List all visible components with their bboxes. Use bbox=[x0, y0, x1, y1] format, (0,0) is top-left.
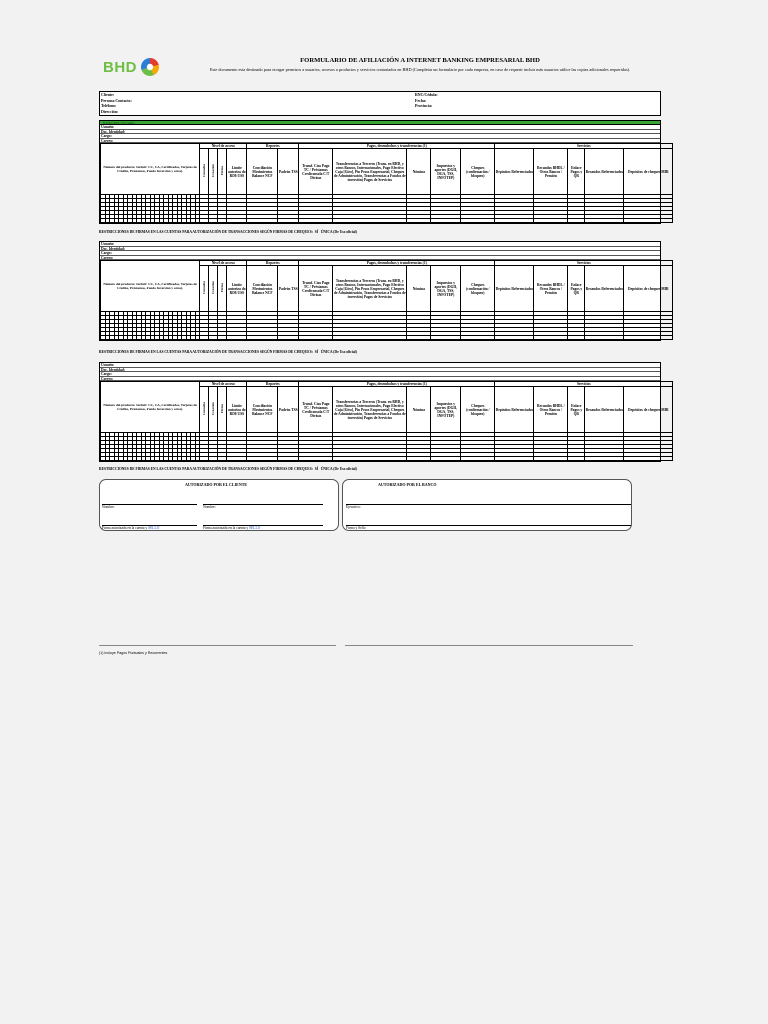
col-firma: Firma bbox=[220, 166, 225, 176]
footer-divider-right bbox=[345, 645, 633, 646]
col-recaudos-bhd: Recaudos BHDL / Otros Bancos / Pensión bbox=[534, 266, 568, 312]
reports-header: Reportes bbox=[247, 382, 299, 387]
user-field[interactable]: Usuario: bbox=[100, 242, 660, 247]
grid-cell[interactable] bbox=[200, 219, 209, 223]
grid-cell[interactable] bbox=[495, 457, 534, 461]
document-title: FORMULARIO DE AFILIACIÓN A INTERNET BANKING EMPRESARIAL BHD bbox=[300, 57, 540, 64]
restriction-option-unica[interactable]: ÚNICA (De Uso oficial) bbox=[320, 230, 357, 234]
services-header: Servicios bbox=[495, 382, 673, 387]
grid-row bbox=[101, 457, 673, 461]
grid-cell[interactable] bbox=[299, 336, 333, 340]
reports-header: Reportes bbox=[247, 144, 299, 149]
bhd-logo bbox=[103, 57, 160, 77]
date-label[interactable]: Fecha: bbox=[415, 98, 427, 103]
col-conciliacion: Conciliación Movimientos Balance NCF bbox=[247, 149, 278, 195]
bhd-logo-icon bbox=[140, 57, 160, 77]
grid-cell[interactable] bbox=[218, 457, 227, 461]
grid-cell[interactable] bbox=[534, 457, 568, 461]
col-transf: Transf. Ctas Pago TC / Préstamos Crediconsola C/T Divisas bbox=[299, 149, 333, 195]
id-document-field[interactable]: Doc. Identidad: bbox=[100, 368, 660, 373]
rnc-label[interactable]: RNC/Cédula: bbox=[415, 93, 438, 97]
logo-text: BHD bbox=[103, 58, 137, 76]
grid-cell[interactable] bbox=[333, 219, 407, 223]
grid-cell[interactable] bbox=[227, 219, 247, 223]
grid-cell[interactable] bbox=[585, 336, 624, 340]
grid-cell[interactable] bbox=[278, 219, 299, 223]
client-name-line-2 bbox=[203, 504, 323, 505]
col-consulta: Consulta bbox=[202, 281, 207, 295]
restriction-text: RESTRICCIONES DE FIRMAS EN LAS CUENTAS PARA AUTORIZACIÓN DE TRANSACCIONES SEGÚN FIRMAS DE CHEQUES: bbox=[99, 467, 313, 471]
grid-cell[interactable] bbox=[278, 336, 299, 340]
footnote: (1) Incluye Pagos Puntuales y Recurrentes bbox=[99, 651, 168, 655]
email-field[interactable]: Correo: bbox=[100, 139, 660, 144]
client-authorization-box bbox=[99, 479, 339, 531]
col-cheques: Cheques (confirmación / bloqueo) bbox=[461, 387, 495, 433]
grid-cell[interactable] bbox=[407, 219, 431, 223]
restriction-option-si[interactable]: SÍ bbox=[314, 350, 319, 354]
bank-authorization-title: AUTORIZADO POR EL BANCO bbox=[378, 482, 437, 487]
grid-cell[interactable] bbox=[227, 336, 247, 340]
grid-cell[interactable] bbox=[333, 336, 407, 340]
col-cheques: Cheques (confirmación / bloqueo) bbox=[461, 266, 495, 312]
col-recaudos-bhd: Recaudos BHDL / Otros Bancos / Pensión bbox=[534, 387, 568, 433]
col-recaudos-ref: Recaudos Referenciados bbox=[585, 387, 624, 433]
grid-cell[interactable] bbox=[461, 457, 495, 461]
col-enlace: Enlace Pagos y QR bbox=[568, 149, 585, 195]
access-level-header: Nivel de acceso bbox=[200, 382, 247, 387]
product-number-header: Número del producto: Incluir: CC, CA, Certificados, Tarjetas de Crédito, Préstamos, Fondo Inversión y otros). bbox=[101, 382, 200, 433]
col-padron: Padrón TSS bbox=[278, 149, 299, 195]
phone-label[interactable]: Teléfono: bbox=[101, 104, 117, 108]
grid-cell[interactable] bbox=[209, 336, 218, 340]
grid-cell[interactable] bbox=[218, 336, 227, 340]
payments-header: Pagos, desembolsos y transferencias (1) bbox=[299, 261, 495, 266]
restriction-text: RESTRICCIONES DE FIRMAS EN LAS CUENTAS PARA AUTORIZACIÓN DE TRANSACCIONES SEGÚN FIRMAS DE CHEQUES: bbox=[99, 350, 313, 354]
grid-cell[interactable] bbox=[624, 219, 673, 223]
grid-cell[interactable] bbox=[585, 457, 624, 461]
col-conciliacion: Conciliación Movimientos Balance NCF bbox=[247, 266, 278, 312]
client-signature-label-1[interactable]: Firma autorizada en la cuenta y SELLO bbox=[102, 526, 160, 530]
services-header: Servicios bbox=[495, 261, 673, 266]
grid-cell[interactable] bbox=[624, 457, 673, 461]
user-block-3 bbox=[99, 362, 669, 462]
grid-cell[interactable] bbox=[299, 219, 333, 223]
col-impuestos: Impuestos y aportes (DGII, DGA, TSS, INFOTEP) bbox=[431, 266, 461, 312]
col-depositos: Depósitos Referenciados bbox=[495, 387, 534, 433]
email-field[interactable]: Correo: bbox=[100, 256, 660, 261]
restriction-option-si[interactable]: SÍ bbox=[314, 230, 319, 234]
user-field[interactable]: Usuario: bbox=[100, 363, 660, 368]
grid-row bbox=[101, 219, 673, 223]
grid-cell[interactable] bbox=[247, 219, 278, 223]
col-nomina: Nómina bbox=[407, 387, 431, 433]
grid-cell[interactable] bbox=[534, 219, 568, 223]
col-recaudos-ref: Recaudos Referenciados bbox=[585, 266, 624, 312]
col-depositos-cheques: Depósitos de cheques MIR bbox=[624, 149, 673, 195]
grid-cell[interactable] bbox=[568, 457, 585, 461]
grid-cell[interactable] bbox=[218, 219, 227, 223]
grid-cell[interactable] bbox=[495, 219, 534, 223]
grid-cell[interactable] bbox=[534, 336, 568, 340]
restriction-option-unica[interactable]: ÚNICA (De Uso oficial) bbox=[320, 350, 357, 354]
client-info-box bbox=[99, 91, 661, 116]
grid-cell[interactable] bbox=[461, 336, 495, 340]
payments-header: Pagos, desembolsos y transferencias (1) bbox=[299, 144, 495, 149]
col-padron: Padrón TSS bbox=[278, 266, 299, 312]
grid-cell[interactable] bbox=[200, 336, 209, 340]
col-creacion: Creación bbox=[211, 402, 216, 416]
col-limite: Límite autoriza do RD$ US$ bbox=[227, 387, 247, 433]
product-number-header: Número del producto: Incluir: CC, CA, Certificados, Tarjetas de Crédito, Préstamos, Fondo Inversión y otros). bbox=[101, 261, 200, 312]
client-label[interactable]: Cliente: bbox=[101, 93, 115, 97]
client-name-line-1 bbox=[102, 504, 197, 505]
access-level-header: Nivel de acceso bbox=[200, 261, 247, 266]
col-limite: Límite autoriza do RD$ US$ bbox=[227, 266, 247, 312]
bank-signature-line bbox=[346, 525, 631, 526]
grid-cell[interactable] bbox=[299, 457, 333, 461]
col-nomina: Nómina bbox=[407, 149, 431, 195]
signature-restriction-1 bbox=[99, 230, 661, 234]
reports-header: Reportes bbox=[247, 261, 299, 266]
col-enlace: Enlace Pagos y QR bbox=[568, 387, 585, 433]
footer-divider-left bbox=[99, 645, 336, 646]
position-field[interactable]: Cargo: bbox=[100, 134, 660, 139]
signature-restriction-3 bbox=[99, 467, 661, 471]
col-recaudos-bhd: Recaudos BHDL / Otros Bancos / Pensión bbox=[534, 149, 568, 195]
user-section-header: DATOS DEL USUARIO bbox=[100, 121, 660, 125]
user-block-2 bbox=[99, 241, 669, 341]
permissions-grid bbox=[100, 381, 669, 461]
bank-executive-label[interactable]: Ejecutivo: bbox=[346, 505, 361, 509]
col-creacion: Creación bbox=[211, 164, 216, 178]
col-depositos: Depósitos Referenciados bbox=[495, 149, 534, 195]
grid-cell[interactable] bbox=[585, 219, 624, 223]
bank-authorization-box bbox=[342, 479, 632, 531]
document-intro: Este documento esta destinado para otorgar permisos a usuarios, accesos a productos y servicios contratados en BHD (Completar un formulario por cada empresa, en caso de requerir incluir más usuarios utilice las copias adicionales requeridas). bbox=[209, 67, 631, 72]
bank-signature-label[interactable]: Firma y Sello bbox=[346, 526, 366, 530]
col-terceros: Transferencias a Terceros (Trans. en BHD, y otros Bancos, Internacionales, Pago Efectivo Caja [Giro], Pin Pesos Empresarial, Cheques de Administración, Transferencias a Fondos de inversión) Pagos de Servicios bbox=[333, 149, 407, 195]
user-block-1 bbox=[99, 120, 669, 224]
signature-restriction-2 bbox=[99, 350, 661, 354]
client-name-label-2[interactable]: Nombre: bbox=[203, 505, 216, 509]
id-document-field[interactable]: Doc. Identidad: bbox=[100, 130, 660, 135]
grid-cell[interactable] bbox=[624, 336, 673, 340]
col-depositos: Depósitos Referenciados bbox=[495, 266, 534, 312]
restriction-text: RESTRICCIONES DE FIRMAS EN LAS CUENTAS PARA AUTORIZACIÓN DE TRANSACCIONES SEGÚN FIRMAS DE CHEQUES: bbox=[99, 230, 313, 234]
col-conciliacion: Conciliación Movimientos Balance NCF bbox=[247, 387, 278, 433]
col-firma: Firma bbox=[220, 283, 225, 293]
col-impuestos: Impuestos y aportes (DGII, DGA, TSS, INFOTEP) bbox=[431, 149, 461, 195]
grid-cell[interactable] bbox=[407, 336, 431, 340]
col-firma: Firma bbox=[220, 404, 225, 414]
col-cheques: Cheques (confirmación / bloqueo) bbox=[461, 149, 495, 195]
grid-cell[interactable] bbox=[431, 336, 461, 340]
col-limite: Límite autoriza do RD$ US$ bbox=[227, 149, 247, 195]
client-authorization-title: AUTORIZADO POR EL CLIENTE bbox=[185, 482, 248, 487]
services-header: Servicios bbox=[495, 144, 673, 149]
grid-cell[interactable] bbox=[227, 457, 247, 461]
permissions-grid bbox=[100, 260, 669, 340]
grid-cell[interactable] bbox=[247, 336, 278, 340]
permissions-grid bbox=[100, 143, 669, 223]
col-recaudos-ref: Recaudos Referenciados bbox=[585, 149, 624, 195]
address-label[interactable]: Dirección: bbox=[101, 109, 119, 114]
user-field[interactable]: Usuario: bbox=[100, 125, 660, 130]
grid-cell[interactable] bbox=[495, 336, 534, 340]
bank-executive-line bbox=[346, 504, 631, 505]
grid-cell[interactable] bbox=[209, 457, 218, 461]
grid-cell[interactable] bbox=[407, 457, 431, 461]
grid-cell[interactable] bbox=[333, 457, 407, 461]
col-consulta: Consulta bbox=[202, 164, 207, 178]
product-number-header: Número del producto: Incluir: CC, CA, Certificados, Tarjetas de Crédito, Préstamos, Fondo Inversión y otros). bbox=[101, 144, 200, 195]
grid-cell[interactable] bbox=[209, 219, 218, 223]
grid-cell[interactable] bbox=[247, 457, 278, 461]
access-level-header: Nivel de acceso bbox=[200, 144, 247, 149]
restriction-option-unica[interactable]: ÚNICA (De Uso oficial) bbox=[320, 467, 357, 471]
col-enlace: Enlace Pagos y QR bbox=[568, 266, 585, 312]
col-terceros: Transferencias a Terceros (Trans. en BHD, y otros Bancos, Internacionales, Pago Efectivo Caja [Giro], Pin Pesos Empresarial, Cheques de Administración, Transferencias a Fondos de inversión) Pagos de Servicios bbox=[333, 387, 407, 433]
col-consulta: Consulta bbox=[202, 402, 207, 416]
col-terceros: Transferencias a Terceros (Trans. en BHD, y otros Bancos, Internacionales, Pago Efectivo Caja [Giro], Pin Pesos Empresarial, Cheques de Administración, Transferencias a Fondos de inversión) Pagos de Servicios bbox=[333, 266, 407, 312]
col-transf: Transf. Ctas Pago TC / Préstamos Crediconsola C/T Divisas bbox=[299, 266, 333, 312]
grid-cell[interactable] bbox=[568, 336, 585, 340]
contact-person-label[interactable]: Persona Contacto: bbox=[101, 98, 132, 103]
position-field[interactable]: Cargo: bbox=[100, 372, 660, 377]
col-transf: Transf. Ctas Pago TC / Préstamos Crediconsola C/T Divisas bbox=[299, 387, 333, 433]
grid-cell[interactable] bbox=[200, 457, 209, 461]
col-depositos-cheques: Depósitos de cheques MIR bbox=[624, 387, 673, 433]
col-nomina: Nómina bbox=[407, 266, 431, 312]
email-field[interactable]: Correo: bbox=[100, 377, 660, 382]
col-impuestos: Impuestos y aportes (DGII, DGA, TSS, INFOTEP) bbox=[431, 387, 461, 433]
province-label[interactable]: Provincia: bbox=[415, 104, 433, 108]
grid-cell[interactable] bbox=[568, 219, 585, 223]
grid-cell[interactable] bbox=[431, 219, 461, 223]
client-signature-label-2[interactable]: Firma autorizada en la cuenta y SELLO bbox=[203, 526, 261, 530]
position-field[interactable]: Cargo: bbox=[100, 251, 660, 256]
col-creacion: Creación bbox=[211, 281, 216, 295]
client-name-label-1[interactable]: Nombre: bbox=[102, 505, 115, 509]
payments-header: Pagos, desembolsos y transferencias (1) bbox=[299, 382, 495, 387]
restriction-option-si[interactable]: SÍ bbox=[314, 467, 319, 471]
grid-cell[interactable] bbox=[461, 219, 495, 223]
grid-cell[interactable] bbox=[278, 457, 299, 461]
grid-row bbox=[101, 336, 673, 340]
col-depositos-cheques: Depósitos de cheques MIR bbox=[624, 266, 673, 312]
col-padron: Padrón TSS bbox=[278, 387, 299, 433]
id-document-field[interactable]: Doc. Identidad: bbox=[100, 247, 660, 252]
grid-cell[interactable] bbox=[431, 457, 461, 461]
